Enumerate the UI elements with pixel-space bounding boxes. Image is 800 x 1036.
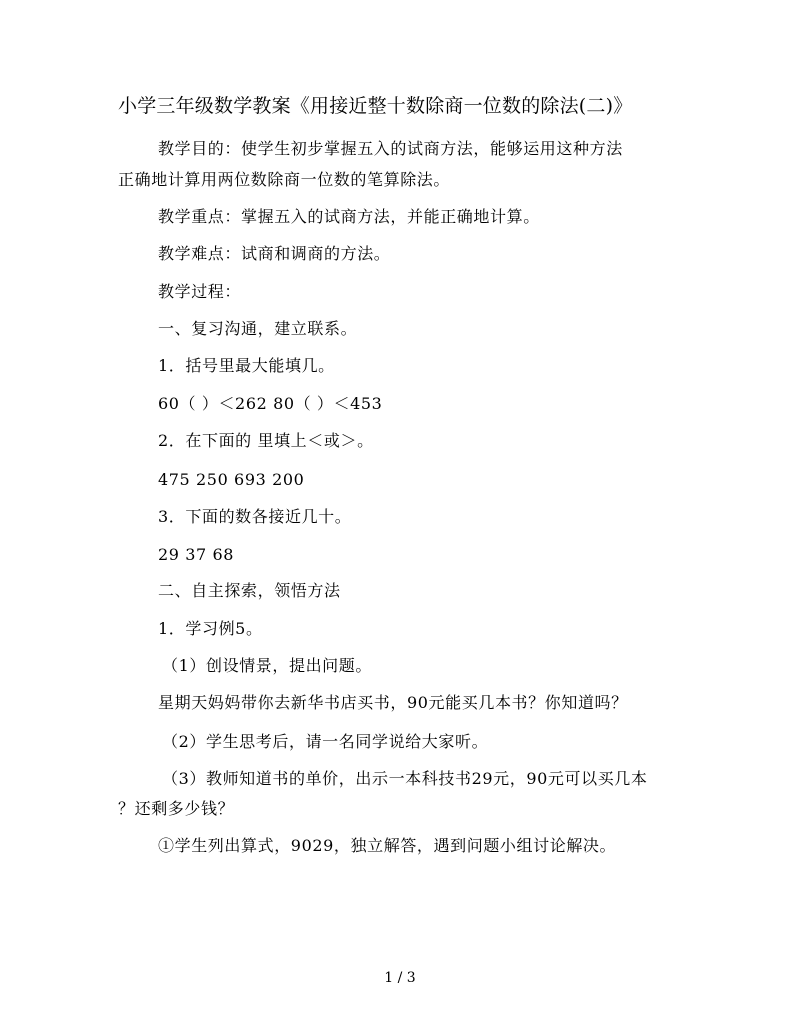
explore-substep-1: ①学生列出算式，9029，独立解答，遇到问题小组讨论解决。 xyxy=(158,836,617,855)
difficulty-line: 教学难点：试商和调商的方法。 xyxy=(158,244,391,263)
process-heading: 教学过程： xyxy=(158,282,242,301)
explore-step-2: （2）学生思考后，请一名同学说给大家听。 xyxy=(162,732,489,751)
key-point-line: 教学重点：掌握五入的试商方法，并能正确地计算。 xyxy=(158,207,540,226)
review-item-3-numbers: 29 37 68 xyxy=(158,545,235,564)
review-item-1-expression: 60（ ）＜262 80（ ）＜453 xyxy=(158,394,383,413)
scenario-line: 星期天妈妈带你去新华书店买书，90元能买几本书？你知道吗？ xyxy=(158,693,628,712)
review-item-2-numbers: 475 250 693 200 xyxy=(158,470,305,489)
review-item-2: 2．在下面的 里填上＜或＞。 xyxy=(158,431,374,450)
page-number: 1 / 3 xyxy=(384,970,416,986)
document-title: 小学三年级数学教案《用接近整十数除商一位数的除法(二)》 xyxy=(118,95,633,117)
objective-line-1: 教学目的：使学生初步掌握五入的试商方法，能够运用这种方法 xyxy=(158,139,623,158)
section-heading-explore: 二、自主探索，领悟方法 xyxy=(158,581,341,600)
explore-step-3-line-1: （3）教师知道书的单价，出示一本科技书29元，90元可以买几本 xyxy=(162,769,648,788)
section-heading-review: 一、复习沟通，建立联系。 xyxy=(158,319,358,338)
explore-step-3-line-2: ？还剩多少钱？ xyxy=(118,799,235,818)
objective-line-2: 正确地计算用两位数除商一位数的笔算除法。 xyxy=(118,170,451,189)
explore-item-1: 1．学习例5。 xyxy=(158,619,263,638)
review-item-3: 3．下面的数各接近几十。 xyxy=(158,507,352,526)
review-item-1: 1．括号里最大能填几。 xyxy=(158,356,335,375)
explore-step-1: （1）创设情景，提出问题。 xyxy=(162,656,372,675)
